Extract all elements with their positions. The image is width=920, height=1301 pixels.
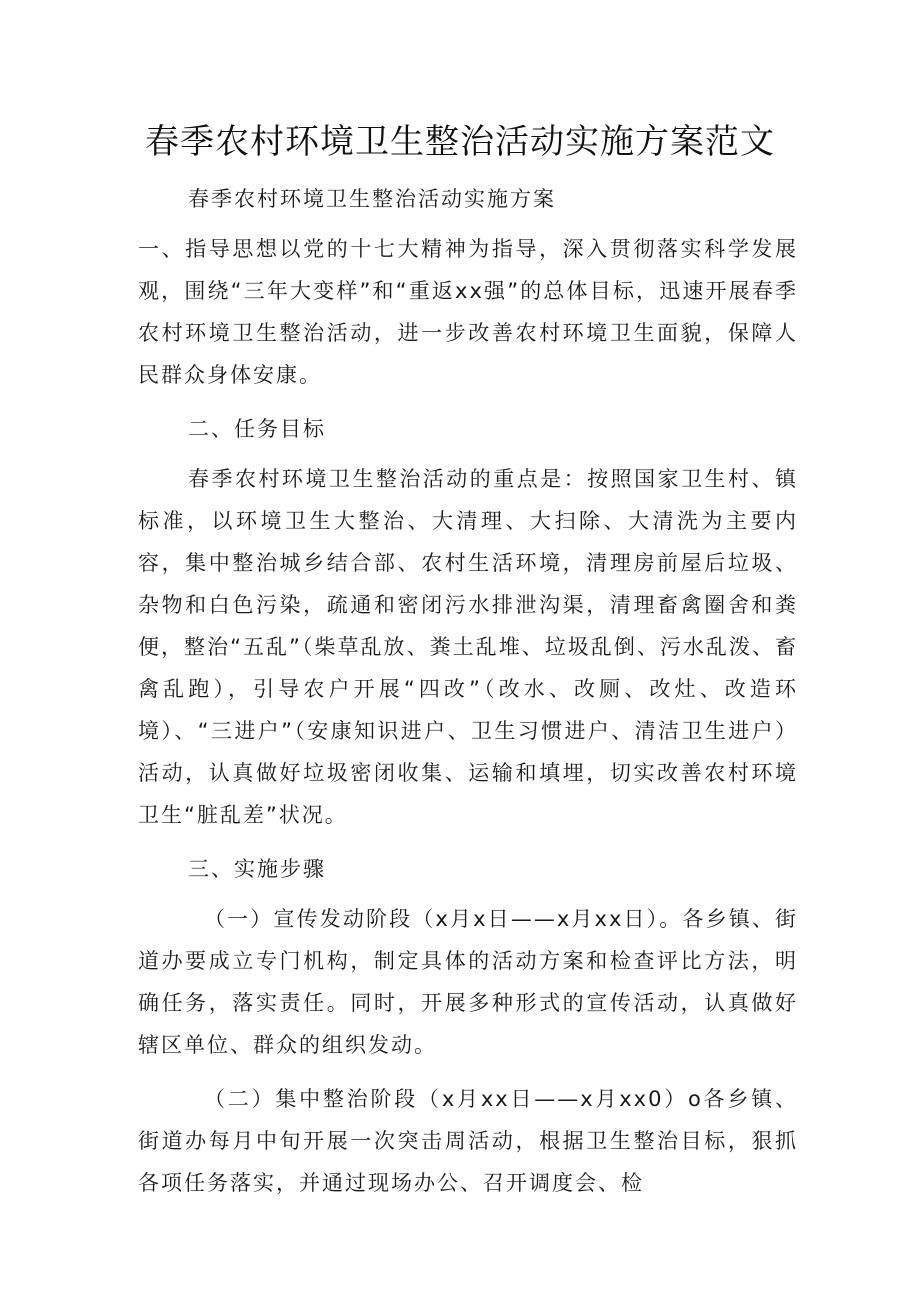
document-title: 春季农村环境卫生整治活动实施方案范文 <box>145 122 775 162</box>
heading-task-goals: 二、任务目标 <box>188 417 326 441</box>
paragraph-rectification-stage: （二）集中整治阶段（x月xx日——x月xx0）o各乡镇、街道办每月中旬开展一次突击周活动，根据卫生整治目标，狠抓各项任务落实，并通过现场办公、召开调度会、检 <box>138 1087 798 1195</box>
document-body <box>138 178 798 1204</box>
paragraph-task-goals: 春季农村环境卫生整治活动的重点是：按照国家卫生村、镇标准，以环境卫生大整治、大清理、大扫除、大清洗为主要内容，集中整治城乡结合部、农村生活环境，清理房前屋后垃圾、杂物和白色污染，疏通和密闭污水排泄沟渠，清理畜禽圈舍和粪便，整治“五乱”（柴草乱放、粪土乱堆、垃圾乱倒、污水乱泼、畜禽乱跑），引导农户开展“四改”（改水、改厕、改灶、改造环境）、“三进户”（安康知识进户、卫生习惯进户、清洁卫生进户）活动，认真做好垃圾密闭收集、运输和填埋，切实改善农村环境卫生“脏乱差”状况。 <box>138 467 798 827</box>
heading-implementation-steps: 三、实施步骤 <box>188 857 326 881</box>
document-subtitle: 春季农村环境卫生整治活动实施方案 <box>188 187 556 211</box>
paragraph-guiding-ideology: 一、指导思想以党的十七大精神为指导，深入贯彻落实科学发展观，围绕“三年大变样”和“重返xx强”的总体目标，迅速开展春季农村环境卫生整治活动，进一步改善农村环境卫生面貌，保障人民群众身体安康。 <box>138 237 798 387</box>
paragraph-publicity-stage: （一）宣传发动阶段（x月x日——x月xx日）。各乡镇、街道办要成立专门机构，制定具体的活动方案和检查评比方法，明确任务，落实责任。同时，开展多种形式的宣传活动，认真做好辖区单位、群众的组织发动。 <box>138 907 798 1057</box>
